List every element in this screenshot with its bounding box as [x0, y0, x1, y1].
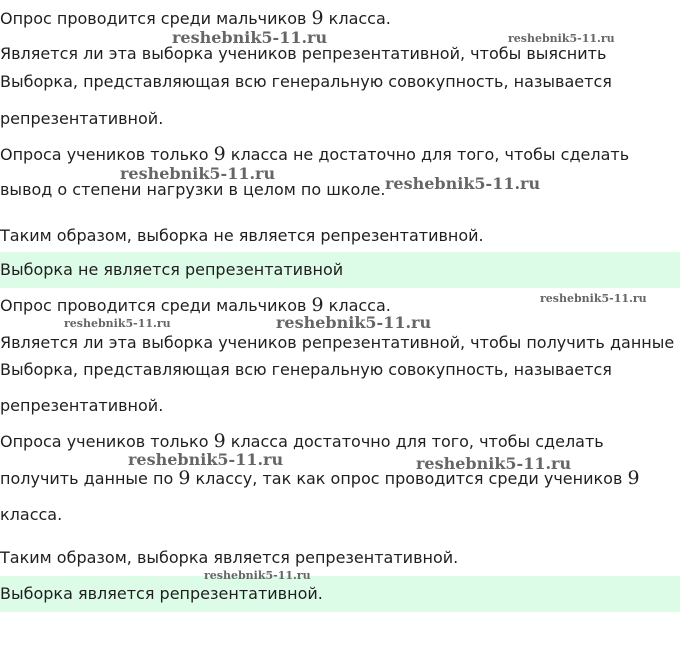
watermark: reshebnik5-11.ru	[204, 569, 311, 582]
s1-statement	[0, 8, 391, 29]
s1-reasoning-line2: вывод о степени нагрузки в целом по школе.	[0, 180, 386, 199]
s2-statement-tail: класса.	[323, 296, 391, 315]
s2-statement-number: 9	[311, 294, 324, 316]
s1-answer-box: Выборка не является репрезентативной	[0, 252, 680, 288]
s1-reasoning-number: 9	[213, 143, 226, 165]
s2-reasoning-text: Опроса учеников только	[0, 432, 214, 451]
s1-definition-line1: Выборка, представляющая всю генеральную совокупность, называется	[0, 72, 612, 91]
s2-reasoning-number: 9	[213, 430, 226, 452]
watermark: reshebnik5-11.ru	[120, 164, 276, 183]
s2-reasoning2-mid: классу, так как опрос проводится среди учеников	[190, 469, 628, 488]
watermark: reshebnik5-11.ru	[172, 28, 328, 47]
watermark: reshebnik5-11.ru	[540, 292, 647, 305]
s2-definition-line1: Выборка, представляющая всю генеральную совокупность, называется	[0, 360, 612, 379]
s2-reasoning-tail: класса достаточно для того, чтобы сделать	[225, 432, 604, 451]
s1-question: Является ли эта выборка учеников репрезентативной, чтобы выяснить	[0, 44, 607, 63]
s1-reasoning-text: Опроса учеников только	[0, 145, 214, 164]
watermark: reshebnik5-11.ru	[508, 32, 615, 45]
s1-statement-tail: класса.	[323, 9, 391, 28]
watermark: reshebnik5-11.ru	[416, 454, 572, 473]
s2-reasoning2-text: получить данные по	[0, 469, 179, 488]
s2-definition-line2: репрезентативной.	[0, 396, 164, 415]
s1-conclusion: Таким образом, выборка не является репрезентативной.	[0, 226, 484, 245]
s1-reasoning-line1	[0, 144, 629, 165]
watermark: reshebnik5-11.ru	[64, 317, 171, 330]
s2-question: Является ли эта выборка учеников репрезентативной, чтобы получить данные	[0, 333, 675, 352]
s2-reasoning2-number1: 9	[178, 467, 191, 489]
s2-reasoning-line1	[0, 431, 604, 452]
s2-statement-text: Опрос проводится среди мальчиков	[0, 296, 312, 315]
s2-reasoning2-number2: 9	[627, 467, 640, 489]
watermark: reshebnik5-11.ru	[385, 174, 541, 193]
s2-answer-box: Выборка является репрезентативной.	[0, 576, 680, 612]
s1-definition-line2: репрезентативной.	[0, 109, 164, 128]
s1-statement-number: 9	[311, 7, 324, 29]
s1-statement-text: Опрос проводится среди мальчиков	[0, 9, 312, 28]
watermark: reshebnik5-11.ru	[128, 450, 284, 469]
s2-reasoning-line3: класса.	[0, 505, 63, 524]
watermark: reshebnik5-11.ru	[276, 313, 432, 332]
s2-conclusion: Таким образом, выборка является репрезентативной.	[0, 548, 459, 567]
s1-reasoning-tail: класса не достаточно для того, чтобы сделать	[225, 145, 630, 164]
